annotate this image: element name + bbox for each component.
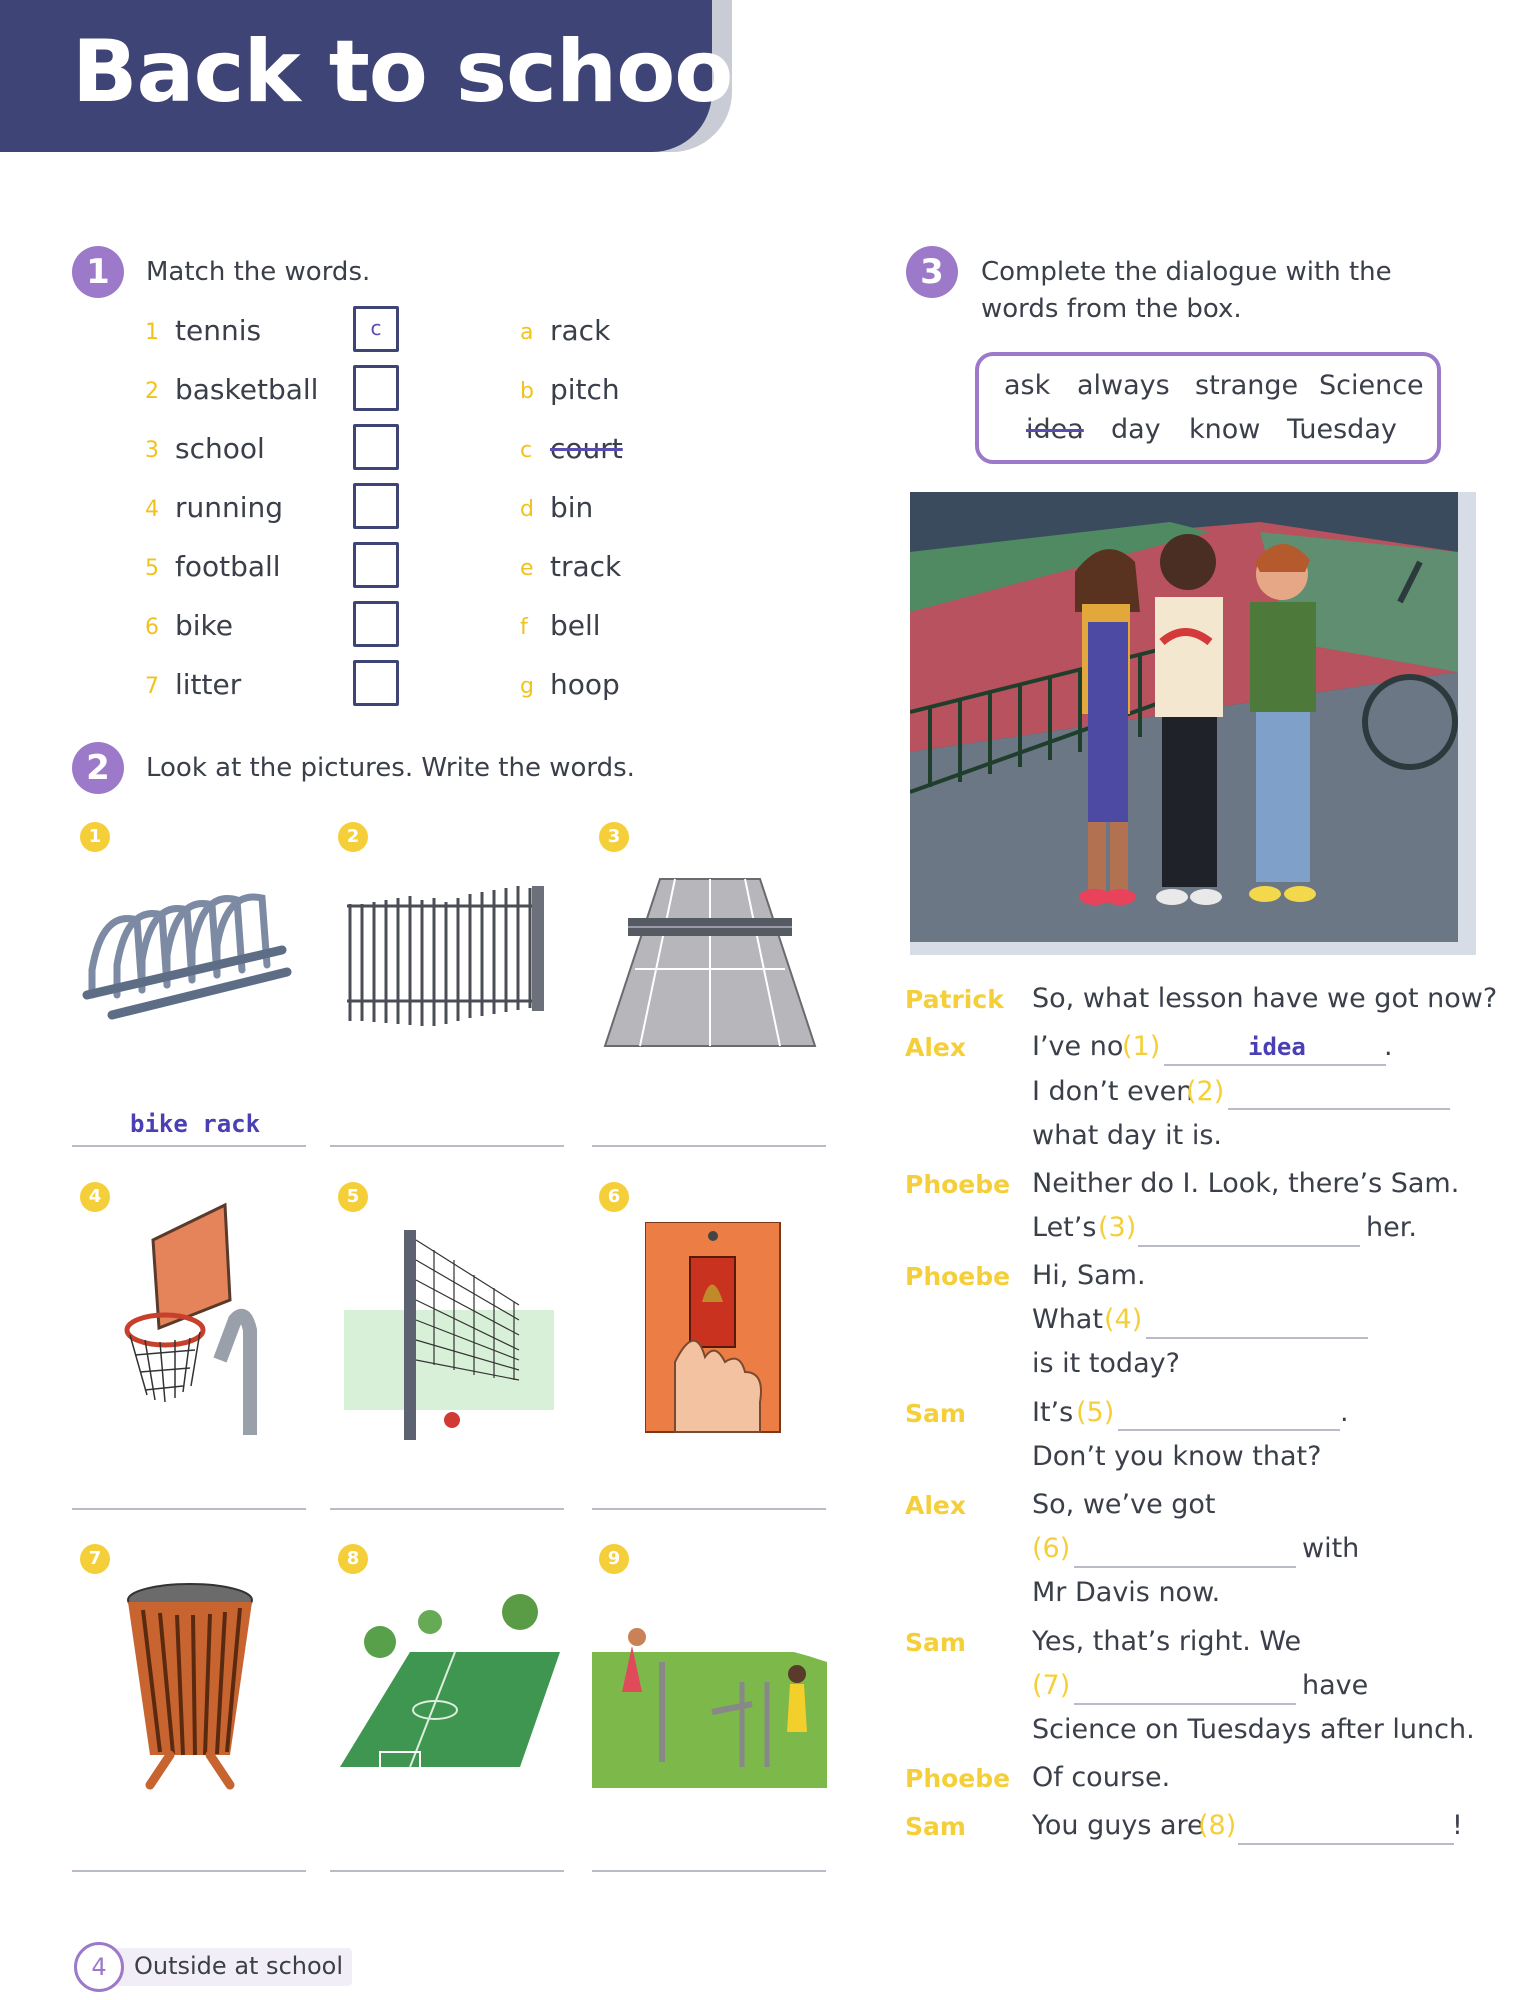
- handwritten-answer: bike rack: [130, 1110, 261, 1138]
- speaker-name: Alex: [905, 1491, 966, 1520]
- match-number: 1: [145, 320, 159, 345]
- speaker-name: Sam: [905, 1812, 966, 1841]
- match-word: bin: [550, 491, 594, 524]
- match-letter: c: [520, 438, 533, 463]
- picture-number: 8: [338, 1544, 368, 1574]
- match-word: tennis: [175, 314, 262, 347]
- dialogue-line: with: [1302, 1533, 1360, 1564]
- word-box-word: know: [1189, 414, 1261, 445]
- gap-number: (5): [1076, 1397, 1115, 1428]
- dialogue-line: is it today?: [1032, 1348, 1180, 1379]
- answer-line[interactable]: [592, 1145, 826, 1147]
- speaker-name: Sam: [905, 1399, 966, 1428]
- gap-number: (7): [1032, 1670, 1071, 1701]
- word-box-word: always: [1077, 370, 1170, 401]
- fence-picture: [342, 886, 557, 1036]
- exercise-3-badge: 3: [906, 246, 958, 298]
- answer-blank[interactable]: [1164, 1064, 1386, 1066]
- match-word: track: [550, 550, 622, 583]
- match-word: football: [175, 550, 281, 583]
- match-letter: e: [520, 556, 534, 581]
- match-number: 3: [145, 438, 159, 463]
- match-word: hoop: [550, 668, 620, 701]
- dialogue-line: So, what lesson have we got now?: [1032, 983, 1498, 1014]
- exercise-2-badge: 2: [72, 742, 124, 794]
- match-number: 2: [145, 379, 159, 404]
- exercise-1-badge: 1: [72, 246, 124, 298]
- picture-number: 3: [599, 822, 629, 852]
- outdoor-gym-picture: [592, 1592, 827, 1788]
- exercise-3-instruction-line2: words from the box.: [981, 294, 1242, 324]
- dialogue-line: Of course.: [1032, 1762, 1171, 1793]
- dialogue-line: what day it is.: [1032, 1120, 1222, 1151]
- speaker-name: Sam: [905, 1628, 966, 1657]
- gap-number: (1): [1122, 1031, 1161, 1062]
- dialogue-line: Let’s: [1032, 1212, 1097, 1243]
- dialogue-line: You guys are: [1032, 1810, 1204, 1841]
- speaker-name: Phoebe: [905, 1262, 1011, 1291]
- dialogue-line: Yes, that’s right. We: [1032, 1626, 1302, 1657]
- answer-blank[interactable]: [1238, 1843, 1454, 1845]
- tennis-court-picture: [600, 874, 820, 1049]
- match-letter: b: [520, 379, 534, 404]
- gap-number: (2): [1186, 1076, 1225, 1107]
- dialogue-line: .: [1340, 1397, 1349, 1428]
- dialogue-line: I’ve no: [1032, 1031, 1124, 1062]
- page-number: 4: [74, 1942, 124, 1992]
- answer-line[interactable]: [330, 1870, 564, 1872]
- picture-number: 5: [338, 1182, 368, 1212]
- gap-number: (6): [1032, 1533, 1071, 1564]
- answer-box[interactable]: [353, 424, 399, 470]
- picture-number: 2: [338, 822, 368, 852]
- dialogue-line: Neither do I. Look, there’s Sam.: [1032, 1168, 1460, 1199]
- picture-number: 1: [80, 822, 110, 852]
- answer-box[interactable]: [353, 365, 399, 411]
- answer-blank[interactable]: [1146, 1337, 1368, 1339]
- net-picture: [344, 1220, 556, 1445]
- answer-line[interactable]: [72, 1508, 306, 1510]
- answer-box[interactable]: [353, 542, 399, 588]
- answer-line[interactable]: [72, 1870, 306, 1872]
- picture-number: 6: [599, 1182, 629, 1212]
- answer-line[interactable]: [330, 1145, 564, 1147]
- dialogue-line: !: [1452, 1810, 1463, 1841]
- match-number: 4: [145, 497, 159, 522]
- dialogue-line: Hi, Sam.: [1032, 1260, 1146, 1291]
- answer-line[interactable]: [72, 1145, 306, 1147]
- match-letter: f: [520, 615, 528, 640]
- page-title: Back to school: [72, 22, 761, 122]
- picture-number: 4: [80, 1182, 110, 1212]
- match-word: pitch: [550, 373, 620, 406]
- answer-line[interactable]: [592, 1508, 826, 1510]
- answer-box[interactable]: [353, 601, 399, 647]
- word-box-word: Science: [1319, 370, 1424, 401]
- gap-number: (8): [1198, 1810, 1237, 1841]
- dialogue-line: have: [1302, 1670, 1369, 1701]
- answer-blank[interactable]: [1074, 1703, 1296, 1705]
- match-word: running: [175, 491, 284, 524]
- answer-box[interactable]: [353, 660, 399, 706]
- dialogue-line: It’s: [1032, 1397, 1074, 1428]
- answer-box[interactable]: [353, 483, 399, 529]
- word-box-word: strange: [1195, 370, 1299, 401]
- match-word-crossed: court: [550, 432, 623, 465]
- basketball-hoop-picture: [95, 1200, 275, 1440]
- bin-picture: [125, 1580, 265, 1795]
- match-number: 6: [145, 615, 159, 640]
- match-letter: g: [520, 674, 534, 699]
- answer-line[interactable]: [330, 1508, 564, 1510]
- word-box-word-crossed: idea: [1026, 414, 1084, 445]
- match-number: 7: [145, 674, 159, 699]
- match-letter: d: [520, 497, 534, 522]
- exercise-3-instruction-line1: Complete the dialogue with the: [981, 257, 1392, 287]
- picture-number: 9: [599, 1544, 629, 1574]
- bike-rack-picture: [82, 890, 292, 1030]
- word-box-word: Tuesday: [1287, 414, 1397, 445]
- speaker-name: Phoebe: [905, 1764, 1011, 1793]
- picture-number: 7: [80, 1544, 110, 1574]
- dialogue-line: her.: [1366, 1212, 1417, 1243]
- answer-box[interactable]: c: [353, 306, 399, 352]
- match-word: litter: [175, 668, 242, 701]
- answer-blank[interactable]: [1074, 1566, 1296, 1568]
- word-box-word: day: [1111, 414, 1161, 445]
- speaker-name: Patrick: [905, 985, 1004, 1014]
- speaker-name: Phoebe: [905, 1170, 1011, 1199]
- dialogue-line: .: [1384, 1031, 1393, 1062]
- exercise-2-instruction: Look at the pictures. Write the words.: [146, 753, 635, 783]
- answer-blank[interactable]: [1118, 1429, 1340, 1431]
- dialogue-line: Science on Tuesdays after lunch.: [1032, 1714, 1475, 1745]
- dialogue-line: So, we’ve got: [1032, 1489, 1216, 1520]
- answer-line[interactable]: [592, 1870, 826, 1872]
- exercise-1-instruction: Match the words.: [146, 257, 371, 287]
- answer-blank[interactable]: [1228, 1108, 1450, 1110]
- speaker-name: Alex: [905, 1033, 966, 1062]
- gap-number: (3): [1098, 1212, 1137, 1243]
- football-pitch-picture: [340, 1592, 562, 1772]
- handwritten-answer: idea: [1248, 1033, 1306, 1061]
- gap-number: (4): [1104, 1304, 1143, 1335]
- dialogue-line: I don’t even: [1032, 1076, 1194, 1107]
- dialogue-line: Mr Davis now.: [1032, 1577, 1221, 1608]
- bell-picture: [645, 1222, 785, 1437]
- match-letter: a: [520, 320, 534, 345]
- students-illustration: [910, 492, 1476, 955]
- match-word: school: [175, 432, 265, 465]
- answer-blank[interactable]: [1138, 1245, 1360, 1247]
- dialogue-line: Don’t you know that?: [1032, 1441, 1322, 1472]
- match-word: bell: [550, 609, 601, 642]
- word-box: [975, 352, 1441, 464]
- match-word: basketball: [175, 373, 319, 406]
- footer-label: Outside at school: [134, 1952, 344, 1980]
- match-word: rack: [550, 314, 611, 347]
- match-word: bike: [175, 609, 233, 642]
- dialogue-line: What: [1032, 1304, 1103, 1335]
- word-box-word: ask: [1004, 370, 1051, 401]
- match-number: 5: [145, 556, 159, 581]
